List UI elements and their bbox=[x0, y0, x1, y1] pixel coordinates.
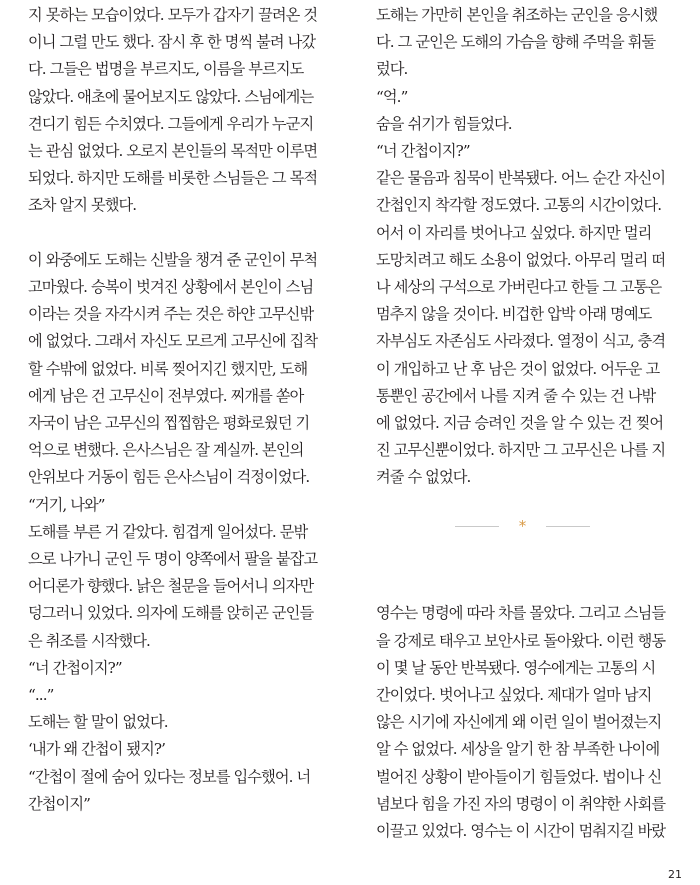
paragraph-gap bbox=[376, 573, 676, 600]
text-line: 도망치려고 해도 소용이 없었다. 아무리 멀리 떠 bbox=[376, 250, 666, 269]
right-text-column bbox=[376, 0, 676, 845]
text-line: 으로 나가니 군인 두 명이 양쪽에서 팔을 붙잡고 bbox=[28, 550, 318, 569]
text-line: “너 간첩이지?” bbox=[28, 658, 122, 677]
paragraph-gap bbox=[28, 220, 328, 247]
text-line: 안위보다 거동이 힘든 은사스님이 걱정이었다. bbox=[28, 468, 310, 487]
left-text-column bbox=[28, 0, 328, 818]
text-line: “간첩이 절에 숨어 있다는 정보를 입수했어. 너 bbox=[28, 767, 311, 786]
text-line: 진 고무신뿐이었다. 하지만 그 고무신은 나를 지 bbox=[376, 441, 666, 460]
asterisk-ornament-icon: * bbox=[518, 516, 527, 535]
text-line: 고마웠다. 승복이 벗겨진 상황에서 본인이 스님 bbox=[28, 278, 314, 297]
text-line: 조차 알지 못했다. bbox=[28, 196, 137, 215]
text-line: 켜줄 수 없었다. bbox=[376, 468, 471, 487]
text-line: 벌어진 상황이 받아들이기 힘들었다. 법이나 신 bbox=[376, 767, 662, 786]
text-line: 도해는 할 말이 없었다. bbox=[28, 713, 168, 732]
paragraph-gap bbox=[376, 546, 676, 573]
text-line: 에 없었다. 지금 승려인 것을 알 수 있는 건 찢어 bbox=[376, 414, 664, 433]
text-line: 에게 남은 건 고무신이 전부였다. 찌개를 쏟아 bbox=[28, 386, 304, 405]
text-line: 이 개입하고 난 후 남은 것이 없었다. 어두운 고 bbox=[376, 359, 660, 378]
text-line: 간첩인지 착각할 정도였다. 고통의 시간이었다. bbox=[376, 196, 662, 215]
divider-rule-right bbox=[546, 526, 590, 527]
page-number: 21 bbox=[668, 868, 682, 881]
text-line: 에 없었다. 그래서 자신도 모르게 고무신에 집착 bbox=[28, 332, 318, 351]
text-line: “...” bbox=[28, 686, 54, 705]
text-line: 억으로 변했다. 은사스님은 잘 계실까. 본인의 bbox=[28, 441, 304, 460]
text-line: 간이었다. 벗어나고 싶었다. 제대가 얼마 남지 bbox=[376, 686, 652, 705]
text-line: 않았다. 애초에 물어보지도 않았다. 스님에게는 bbox=[28, 87, 314, 106]
text-line: 어서 이 자리를 벗어나고 싶었다. 하지만 멀리 bbox=[376, 223, 652, 242]
text-line: “거기, 나와” bbox=[28, 495, 105, 514]
text-line: 이 몇 날 동안 반복됐다. 영수에게는 고통의 시 bbox=[376, 658, 656, 677]
text-line: 은 취조를 시작했다. bbox=[28, 631, 150, 650]
text-line: “너 간첩이지?” bbox=[376, 142, 470, 161]
text-line: “억.” bbox=[376, 87, 408, 106]
section-divider bbox=[455, 512, 590, 540]
text-line: 통뿐인 공간에서 나를 지켜 줄 수 있는 건 나밖 bbox=[376, 386, 656, 405]
divider-rule-left bbox=[455, 526, 499, 527]
text-line: 견디기 힘든 수치였다. 그들에게 우리가 누군지 bbox=[28, 114, 314, 133]
text-line: 다. 그 군인은 도해의 가슴을 향해 주먹을 휘둘 bbox=[376, 33, 656, 52]
text-line: 영수는 명령에 따라 차를 몰았다. 그리고 스님들 bbox=[376, 604, 666, 623]
text-line: 숨을 쉬기가 힘들었다. bbox=[376, 114, 512, 133]
text-line: 도해는 가만히 본인을 취조하는 군인을 응시했 bbox=[376, 6, 658, 24]
text-line: 렀다. bbox=[376, 60, 408, 79]
text-line: 할 수밖에 없었다. 비록 찢어지긴 했지만, 도해 bbox=[28, 359, 308, 378]
text-line: 자부심도 자존심도 사라졌다. 열정이 식고, 충격 bbox=[376, 332, 666, 351]
text-line: 지 못하는 모습이었다. 모두가 갑자기 끌려온 것 bbox=[28, 6, 318, 24]
text-line: 는 관심 없었다. 오로지 본인들의 목적만 이루면 bbox=[28, 142, 318, 161]
text-line: 덩그러니 있었다. 의자에 도해를 앉히곤 군인들 bbox=[28, 604, 314, 623]
text-line: 도해를 부른 거 같았다. 힘겹게 일어섰다. 문밖 bbox=[28, 522, 308, 541]
text-line: 념보다 힘을 가진 자의 명령이 이 취약한 사회를 bbox=[376, 794, 666, 813]
text-line: 다. 그들은 법명을 부르지도, 이름을 부르지도 bbox=[28, 60, 304, 79]
text-line: 어디론가 향했다. 낡은 철문을 들어서니 의자만 bbox=[28, 577, 314, 596]
text-line: 이니 그럴 만도 했다. 잠시 후 한 명씩 불려 나갔 bbox=[28, 33, 316, 52]
text-line: 되었다. 하지만 도해를 비롯한 스님들은 그 목적 bbox=[28, 169, 318, 188]
text-line: 이 와중에도 도해는 신발을 챙겨 준 군인이 무척 bbox=[28, 250, 318, 269]
text-line: 않은 시기에 자신에게 왜 이런 일이 벌어졌는지 bbox=[376, 713, 662, 732]
text-line: 이라는 것을 자각시켜 주는 것은 하얀 고무신밖 bbox=[28, 305, 314, 324]
text-line: 같은 물음과 침묵이 반복됐다. 어느 순간 자신이 bbox=[376, 169, 666, 188]
text-line: 간첩이지” bbox=[28, 794, 90, 813]
text-line: 이끌고 있었다. 영수는 이 시간이 멈춰지길 바랐 bbox=[376, 822, 666, 841]
text-line: 나 세상의 구석으로 가버린다고 한들 그 고통은 bbox=[376, 278, 662, 297]
text-line: ‘내가 왜 간첩이 됐지?’ bbox=[28, 740, 166, 759]
text-line: 알 수 없었다. 세상을 알기 한 참 부족한 나이에 bbox=[376, 740, 660, 759]
text-line: 멈추지 않을 것이다. 비겁한 압박 아래 명예도 bbox=[376, 305, 652, 324]
text-line: 을 강제로 태우고 보안사로 돌아왔다. 이런 행동 bbox=[376, 631, 666, 650]
text-line: 자국이 남은 고무신의 찝찝함은 평화로웠던 기 bbox=[28, 414, 310, 433]
